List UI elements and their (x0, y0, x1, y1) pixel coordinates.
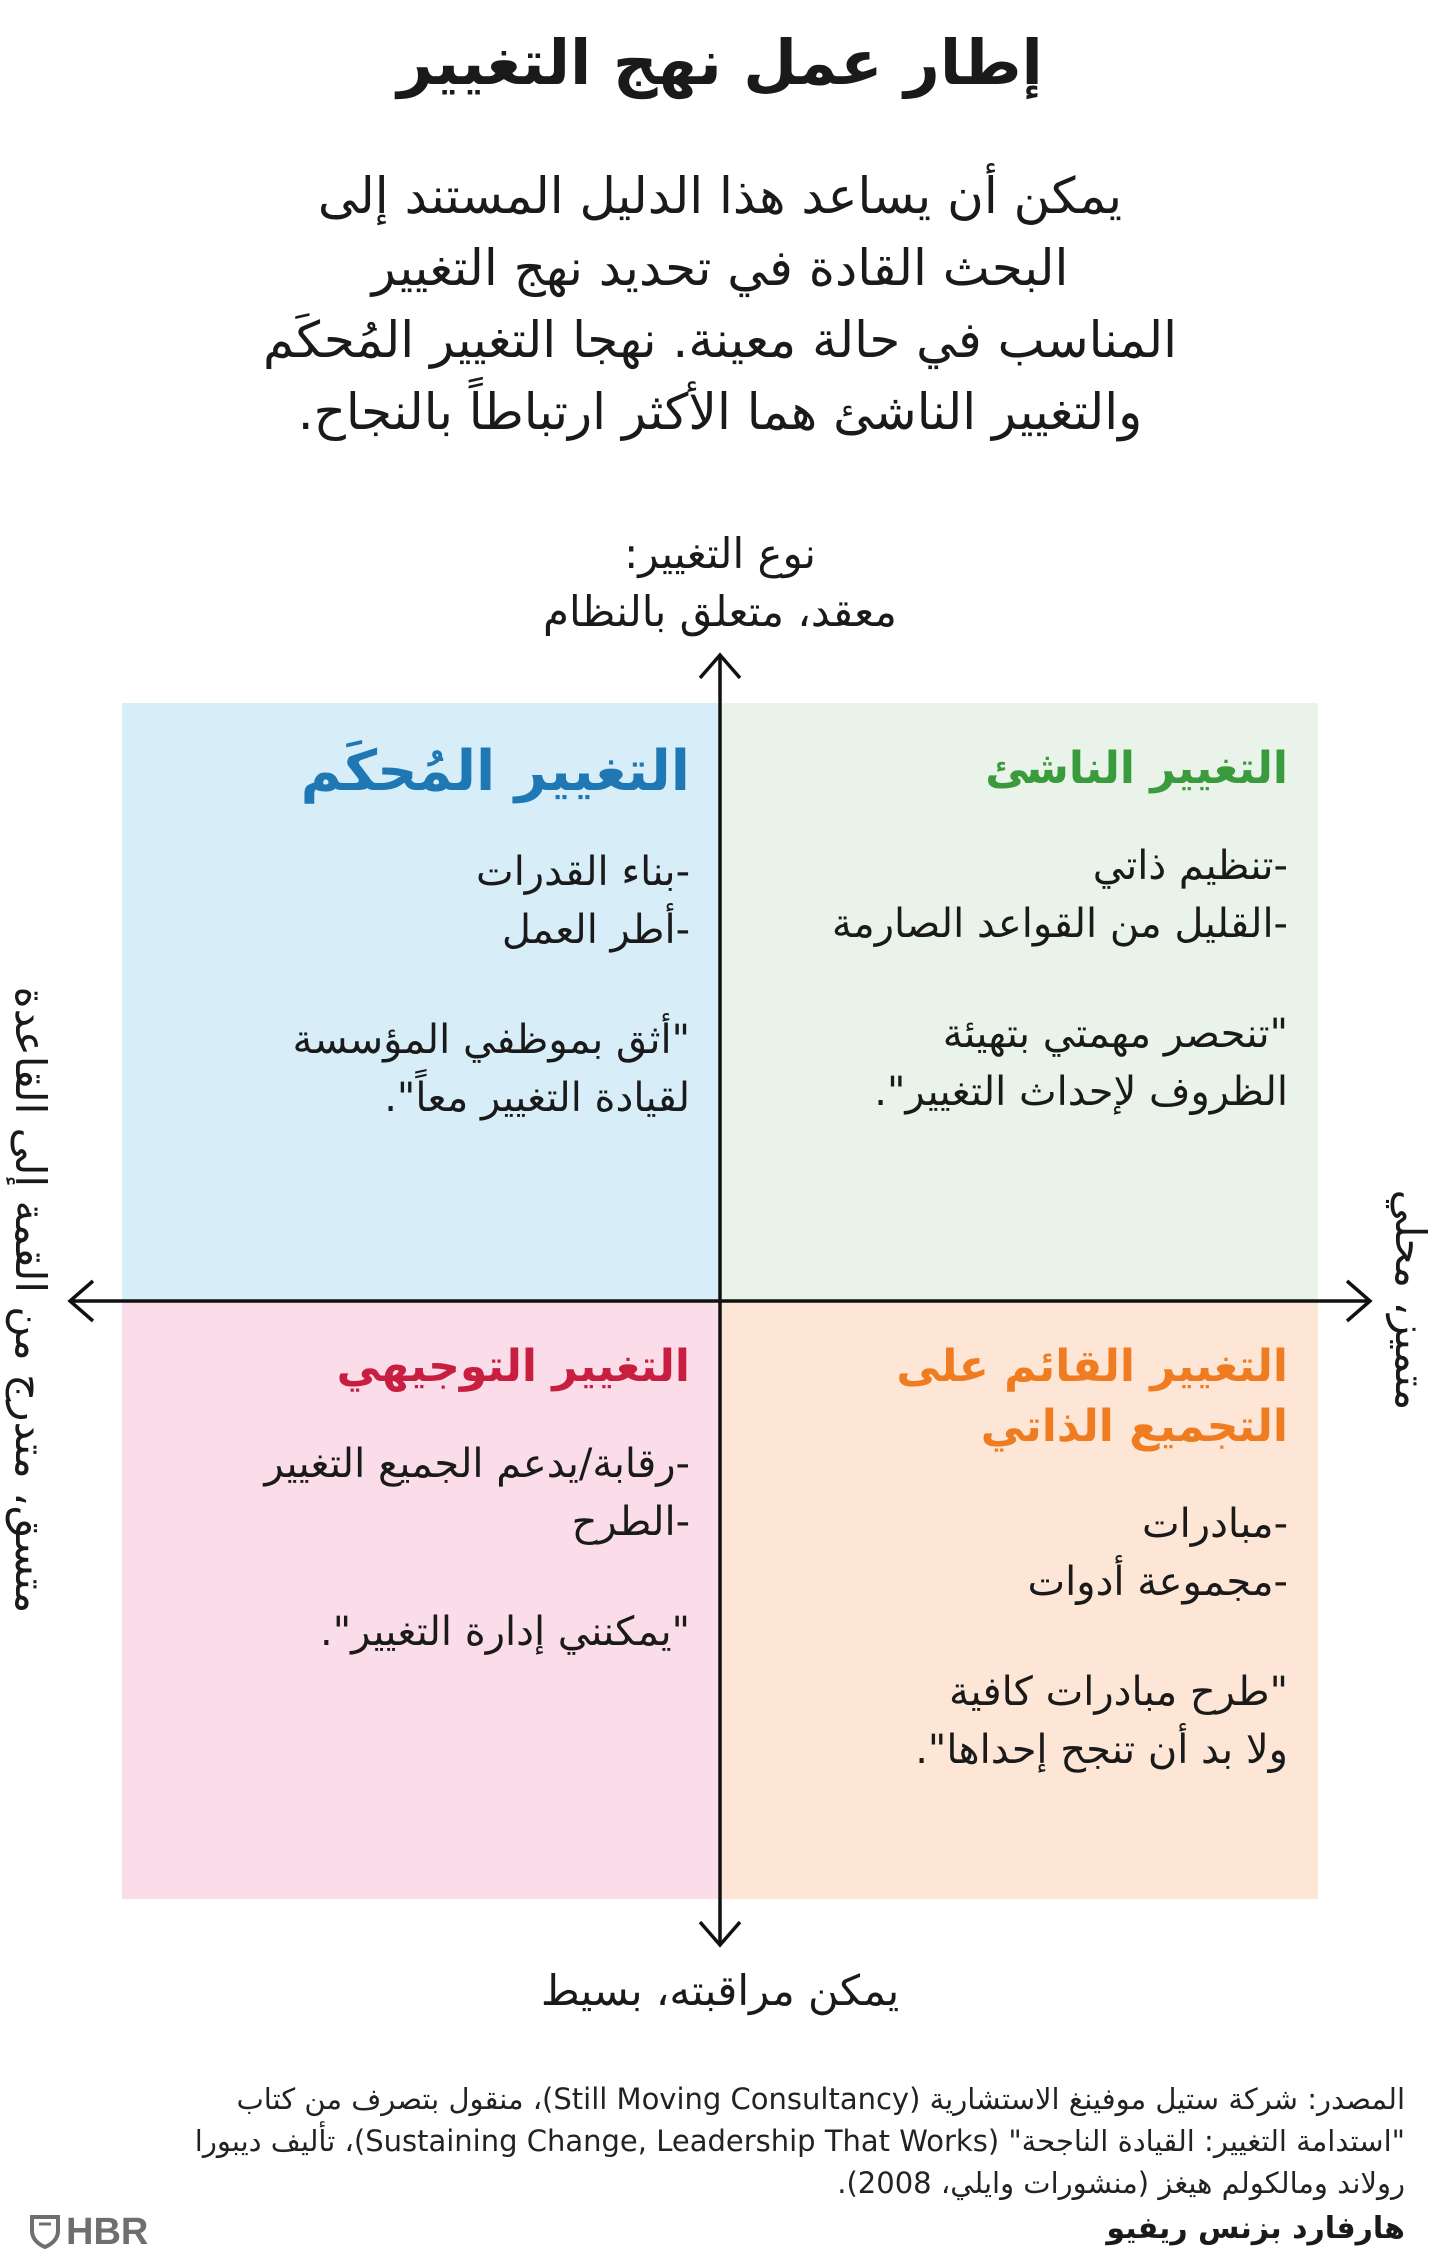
quadrant-traits (750, 1495, 1288, 1611)
quadrant-traits (750, 837, 1288, 953)
quadrant-top-right (720, 703, 1318, 1301)
shield-icon (30, 2215, 60, 2249)
intro-paragraph (160, 160, 1280, 448)
intro-line: البحث القادة في تحديد نهج التغيير (371, 239, 1069, 297)
quadrant-quote (750, 1663, 1288, 1779)
quadrant-quote-line: لقيادة التغيير معاً". (384, 1075, 690, 1121)
quadrant-trait: -تنظيم ذاتي (1092, 843, 1288, 889)
quadrant-quote-line: "يمكنني إدارة التغيير". (320, 1609, 690, 1655)
quadrant-top-left (122, 703, 720, 1301)
source-line: رولاند ومالكولم هيغز (منشورات وايلي، 2008). (837, 2166, 1405, 2200)
quadrant-bottom-left (122, 1301, 720, 1899)
axis-label-top-line: معقد، متعلق بالنظام (543, 587, 897, 636)
axis-label-top (370, 525, 1070, 641)
quadrant-title: التغيير التوجيهي (336, 1341, 690, 1392)
source-line: "استدامة التغيير: القيادة الناجحة" (Sustaining Change, Leadership That Works)، تأليف ديبورا (194, 2124, 1405, 2158)
quadrant-quote (750, 1005, 1288, 1121)
quadrant-quote-line: "طرح مبادرات كافية (948, 1669, 1288, 1715)
axis-label-top-line: نوع التغيير: (624, 529, 816, 578)
quadrant-trait: -القليل من القواعد الصارمة (831, 901, 1288, 947)
quadrant-trait: -رقابة/يدعم الجميع التغيير (264, 1441, 690, 1487)
quadrant-trait: -أطر العمل (501, 907, 690, 953)
logo-text: HBR (66, 2210, 149, 2253)
arrow-right-icon (1347, 1281, 1370, 1321)
source-note (70, 2078, 1405, 2204)
page-title: إطار عمل نهج التغيير (397, 26, 1043, 99)
quadrant-traits (152, 1435, 690, 1551)
quadrant-title: التغيير الناشئ (985, 743, 1288, 794)
intro-line: والتغيير الناشئ هما الأكثر ارتباطاً بالنجاح. (297, 383, 1143, 441)
hbr-logo (30, 2212, 148, 2252)
quadrant-quote-line: ولا بد أن تنجح إحداها". (915, 1727, 1288, 1773)
quadrant-quote (152, 1011, 690, 1127)
quadrant-bottom-right (720, 1301, 1318, 1899)
quadrant-quote (152, 1603, 690, 1661)
quadrant-traits (152, 843, 690, 959)
axis-label-bottom: يمكن مراقبته، بسيط (540, 1966, 900, 2015)
arrow-up-icon (700, 655, 740, 678)
quadrant-trait: -بناء القدرات (476, 849, 690, 895)
quadrant-quote-line: "تنحصر مهمتي بتهيئة (942, 1011, 1288, 1057)
axis-label-right: متميز، محلي (1386, 1189, 1435, 1411)
quadrant-quote-line: الظروف لإحداث التغيير". (874, 1069, 1288, 1115)
arrow-left-icon (70, 1281, 93, 1321)
quadrant-quote-line: "أثق بموظفي المؤسسة (292, 1017, 690, 1063)
quadrant-trait: -الطرح (571, 1499, 690, 1545)
quadrant-title: التغيير القائم على التجميع الذاتي (896, 1341, 1288, 1452)
quadrant-trait: -مبادرات (1141, 1501, 1288, 1547)
publisher-name: هارفارد بزنس ريفيو (1106, 2211, 1405, 2246)
quadrant-title: التغيير المُحكَم (300, 739, 690, 804)
arrow-down-icon (700, 1922, 740, 1945)
axis-label-left: متسق، متدرج من القمة إلى القاعدة (6, 986, 55, 1614)
quadrant-trait: -مجموعة أدوات (1027, 1559, 1288, 1605)
source-line: المصدر: شركة ستيل موفينغ الاستشارية (Still Moving Consultancy)، منقول بتصرف من كتاب (236, 2082, 1405, 2116)
intro-line: المناسب في حالة معينة. نهجا التغيير المُحكَم (262, 311, 1177, 369)
intro-line: يمكن أن يساعد هذا الدليل المستند إلى (317, 167, 1123, 225)
